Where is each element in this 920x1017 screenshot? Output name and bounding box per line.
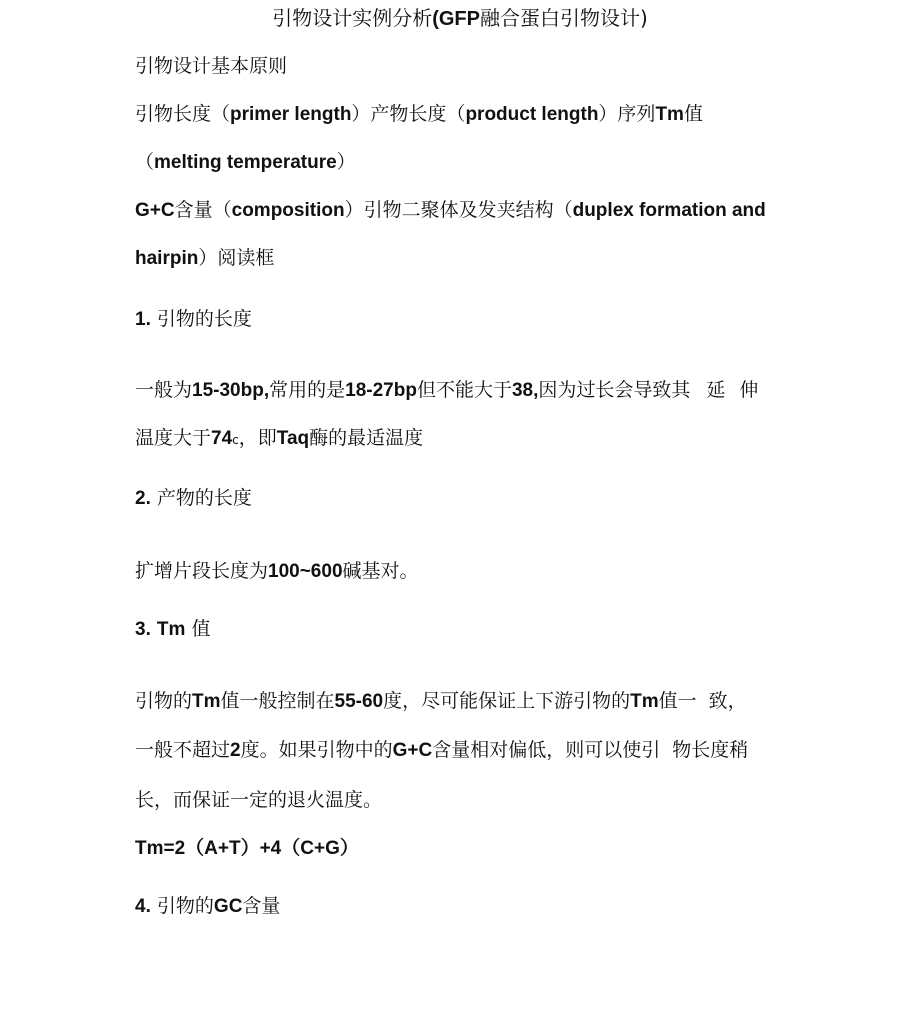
principles-line-4	[135, 246, 274, 271]
value: 38,	[511, 380, 539, 401]
section-2-heading	[135, 486, 252, 511]
text: 酶的最适温度	[309, 427, 424, 449]
value: 15-30bp,	[192, 380, 270, 401]
text: 伸	[739, 379, 759, 401]
section-3-line-1	[135, 689, 747, 714]
text: 碱基对。	[342, 560, 419, 582]
term-gc: G+C	[135, 200, 175, 221]
principles-line-2	[135, 150, 356, 175]
tm-formula	[135, 836, 359, 861]
term-tm: Tm	[655, 104, 684, 125]
term-primer-length: primer length	[230, 104, 352, 125]
text: 度，尽可能保证上下游引物的	[383, 690, 631, 712]
text: 引物的	[135, 690, 193, 712]
section-3-line-3: 长，而保证一定的退火温度。	[135, 789, 383, 811]
section-number: 4.	[135, 896, 151, 917]
principles-heading: 引物设计基本原则	[135, 55, 288, 77]
section-title: 产物的长度	[156, 487, 252, 509]
term-taq: Taq	[276, 428, 310, 449]
text: 值一般控制在	[220, 690, 335, 712]
text: 但不能大于	[416, 379, 512, 401]
value: 55-60	[334, 691, 384, 712]
text: 物长度稍	[672, 739, 749, 761]
term-tm: Tm	[192, 691, 221, 712]
text: 致，	[708, 690, 747, 712]
text: 一般为	[135, 379, 193, 401]
term-composition: composition	[231, 200, 345, 221]
value: 74	[211, 428, 233, 449]
text: 温度大于	[135, 427, 212, 449]
value: 2	[230, 740, 241, 761]
principles-line-3	[135, 198, 766, 223]
text: 延	[706, 379, 726, 401]
title-gfp: (GFP	[432, 8, 480, 30]
title-text: 引物设计实例分析	[272, 6, 433, 30]
section-2-line-1	[135, 559, 419, 584]
section-title: 引物的长度	[156, 308, 252, 330]
text: 一般不超过	[135, 739, 231, 761]
text: ）引物二聚体及发夹结构（	[344, 199, 573, 221]
section-title-2: 含量	[242, 895, 281, 917]
term-gc: GC	[213, 896, 243, 917]
section-3-line-2	[135, 738, 748, 763]
section-title: 引物的	[156, 895, 214, 917]
text: 引物长度（	[135, 103, 231, 125]
section-number: 1.	[135, 309, 151, 330]
text: 含量（	[174, 199, 232, 221]
term-melting-temperature: melting temperature	[154, 152, 337, 173]
term-tm: Tm	[156, 619, 186, 640]
text: 值	[683, 103, 703, 125]
section-3-heading	[135, 617, 210, 642]
text: ，即	[238, 427, 277, 449]
term-product-length: product length	[465, 104, 599, 125]
value: 18-27bp	[345, 380, 417, 401]
text: 度。如果引物中的	[240, 739, 393, 761]
text: （	[135, 151, 155, 173]
term-tm: Tm	[630, 691, 659, 712]
unit-c: c	[232, 433, 239, 447]
section-4-heading	[135, 894, 280, 919]
text: 值一	[658, 690, 697, 712]
title-paren: )	[639, 6, 648, 30]
text: ）序列	[598, 103, 656, 125]
text: 因为过长会导致其	[538, 379, 691, 401]
section-number: 3.	[135, 619, 151, 640]
section-1-line-2	[135, 426, 423, 452]
text: 扩增片段长度为	[135, 560, 269, 582]
text: ）阅读框	[198, 247, 275, 269]
value: 100~600	[268, 561, 343, 582]
text: 常用的是	[269, 379, 346, 401]
term-gc: G+C	[392, 740, 433, 761]
text: ）	[336, 151, 356, 173]
section-title: 值	[191, 618, 211, 640]
term-duplex-formation: duplex formation and	[572, 200, 766, 221]
title-text-2: 融合蛋白引物设计	[479, 6, 640, 30]
section-1-heading	[135, 307, 252, 332]
section-number: 2.	[135, 488, 151, 509]
principles-line-1	[135, 102, 703, 127]
section-1-line-1	[135, 378, 758, 403]
term-hairpin: hairpin	[135, 248, 199, 269]
formula-text: Tm=2（A+T）+4（C+G）	[135, 838, 359, 859]
text: ）产物长度（	[351, 103, 466, 125]
page-title	[0, 6, 920, 31]
text: 含量相对偏低，则可以使引	[432, 739, 661, 761]
